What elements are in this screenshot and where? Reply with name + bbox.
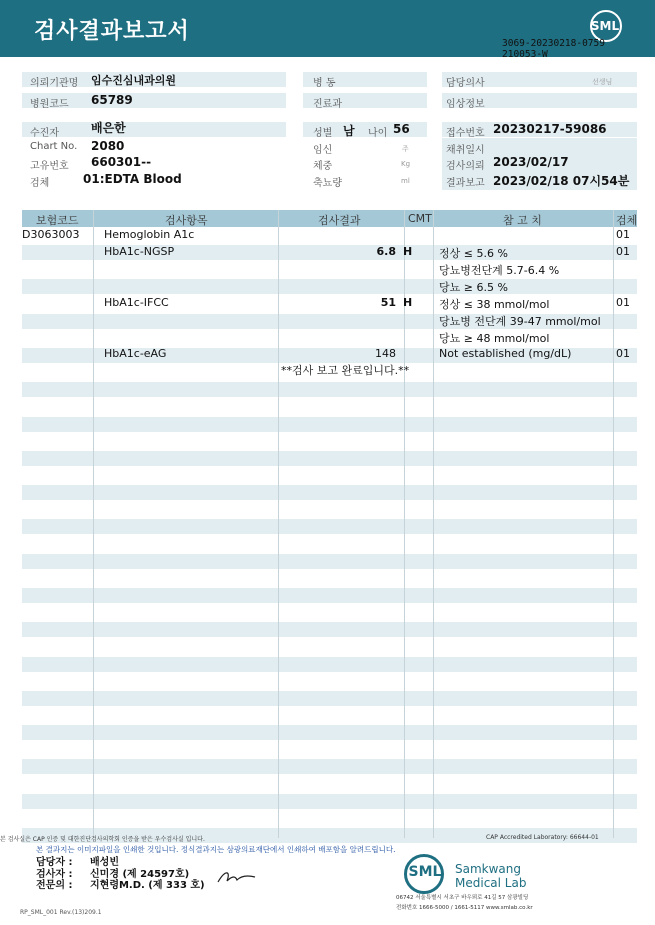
requested-value: 2023/02/17 — [493, 155, 569, 169]
table-row-stripe — [22, 554, 637, 569]
staff-role: 전문의 : — [36, 880, 73, 891]
column-divider — [433, 210, 434, 838]
urine-label: 축뇨량 — [313, 178, 342, 189]
table-row-stripe — [22, 451, 637, 466]
reference-range: 당뇨병 전단계 39-47 mmol/mol — [439, 315, 601, 328]
weight-label: 체중 — [313, 161, 333, 172]
age-value: 56 — [393, 122, 410, 136]
col-header-code: 보험코드 — [36, 214, 79, 227]
age-label: 나이 — [368, 128, 388, 139]
id-label: 고유번호 — [30, 161, 69, 172]
table-row-stripe — [22, 657, 637, 672]
col-header-item: 검사항목 — [165, 214, 208, 227]
lab-contact: 전화번호 1666-5000 / 1661-5117 www.smlab.co.kr — [396, 905, 533, 911]
column-divider — [613, 210, 614, 838]
table-row-stripe — [22, 382, 637, 397]
clinical-label: 임상정보 — [446, 99, 485, 110]
id-value: 660301-- — [91, 155, 152, 169]
lab-name-line1: Samkwang — [455, 862, 521, 876]
col-header-reference: 참 고 치 — [503, 214, 542, 227]
reference-range: 정상 ≤ 38 mmol/mol — [439, 298, 550, 311]
table-row-stripe — [22, 759, 637, 774]
reference-range: Not established (mg/dL) — [439, 347, 572, 360]
hospcode-label: 병원코드 — [30, 99, 69, 110]
table-row-stripe — [22, 588, 637, 603]
lab-logo-text: SML — [408, 864, 442, 880]
staff-name: 지현령M.D. (제 333 호) — [90, 880, 205, 891]
staff-role: 검사자 : — [36, 869, 73, 880]
table-row-stripe — [22, 622, 637, 637]
chart-value: 2080 — [91, 139, 125, 153]
hospcode-value: 65789 — [91, 93, 133, 107]
result-flag: H — [403, 296, 413, 309]
col-header-cmt: CMT — [408, 212, 432, 225]
ward-label: 병 동 — [313, 78, 336, 89]
doctor-label: 담당의사 — [446, 78, 485, 89]
report-title: 검사결과보고서 — [34, 19, 190, 44]
test-result: 6.8 — [376, 245, 396, 258]
request-number-line2: 210053-W — [502, 49, 548, 60]
test-name: HbA1c-IFCC — [104, 296, 169, 309]
dept-label: 진료과 — [313, 99, 342, 110]
table-row-stripe — [22, 691, 637, 706]
hospital-label: 의뢰기관명 — [30, 78, 79, 89]
weight-unit: Kg — [401, 160, 411, 168]
request-number — [502, 38, 605, 60]
patient-value: 배은한 — [91, 121, 126, 135]
specimen-code: 01 — [616, 296, 630, 309]
lab-address: 06742 서울특별시 서초구 바우뫼로 41길 57 삼광빌딩 — [396, 895, 529, 901]
urine-unit: ml — [401, 177, 410, 185]
col-header-specimen: 검체 — [616, 214, 638, 227]
specimen-label: 검체 — [30, 178, 50, 189]
pregnancy-unit: 주 — [402, 145, 409, 153]
staff-role: 담당자 : — [36, 857, 73, 868]
table-row-stripe — [22, 725, 637, 740]
table-row-stripe — [22, 519, 637, 534]
sex-label: 성별 — [313, 128, 333, 139]
reference-range: 당뇨 ≥ 6.5 % — [439, 281, 508, 294]
cap-number: CAP Accredited Laboratory: 66644-01 — [486, 834, 599, 841]
hospital-value: 임수진심내과의원 — [91, 74, 177, 87]
reported-value: 2023/02/18 07시54분 — [493, 174, 630, 188]
form-number: RP_SML_001 Rev.(13)209.1 — [20, 909, 102, 916]
reference-range: 당뇨병전단계 5.7-6.4 % — [439, 264, 560, 277]
staff-name: 배성빈 — [90, 857, 119, 868]
patient-label: 수진자 — [30, 128, 59, 139]
chart-label: Chart No. — [30, 141, 78, 152]
requested-label: 검사의뢰 — [446, 161, 485, 172]
specimen-code: 01 — [616, 245, 630, 258]
table-row-stripe — [22, 417, 637, 432]
reference-range: 당뇨 ≥ 48 mmol/mol — [439, 332, 550, 345]
sml-logo-text: SML — [590, 19, 620, 33]
table-row-stripe — [22, 279, 637, 294]
print-notice: 본 결과지는 이미지파일을 인쇄한 것입니다. 정식결과지는 삼광의료재단에서 인쇄하여 배포함을 알려드립니다. — [36, 845, 396, 854]
specimen-code: 01 — [616, 347, 630, 360]
test-name: Hemoglobin A1c — [104, 228, 195, 241]
test-name: HbA1c-NGSP — [104, 245, 175, 258]
reported-label: 결과보고 — [446, 178, 485, 189]
signature-icon — [215, 868, 260, 886]
receipt-value: 20230217-59086 — [493, 122, 607, 136]
report-complete-note: **검사 보고 완료입니다.** — [281, 364, 410, 377]
test-result: 148 — [375, 347, 396, 360]
receipt-label: 접수번호 — [446, 128, 485, 139]
result-flag: H — [403, 245, 413, 258]
lab-name-line2: Medical Lab — [455, 876, 527, 890]
collect-label: 채취일시 — [446, 145, 485, 156]
reference-range: 정상 ≤ 5.6 % — [439, 247, 508, 260]
test-result: 51 — [380, 296, 396, 309]
column-divider — [278, 210, 279, 838]
info-band — [22, 122, 286, 137]
sex-value: 남 — [343, 124, 355, 138]
col-header-result: 검사결과 — [318, 214, 361, 227]
table-row-stripe — [22, 485, 637, 500]
specimen-value: 01:EDTA Blood — [83, 172, 182, 186]
staff-name: 신미경 (제 24597호) — [90, 869, 190, 880]
cap-accreditation-note: 본 검사실은 CAP 인증 및 대한진단검사의학회 인증을 받은 우수검사실 입니다. — [0, 836, 205, 843]
request-number-line1: 3069-20230218-0759 — [502, 38, 605, 49]
specimen-code: 01 — [616, 228, 630, 241]
doctor-suffix: 선생님 — [592, 78, 613, 86]
table-row-stripe — [22, 794, 637, 809]
insurance-code: D3063003 — [22, 228, 80, 241]
column-divider — [93, 210, 94, 838]
test-name: HbA1c-eAG — [104, 347, 167, 360]
pregnancy-label: 임신 — [313, 145, 333, 156]
